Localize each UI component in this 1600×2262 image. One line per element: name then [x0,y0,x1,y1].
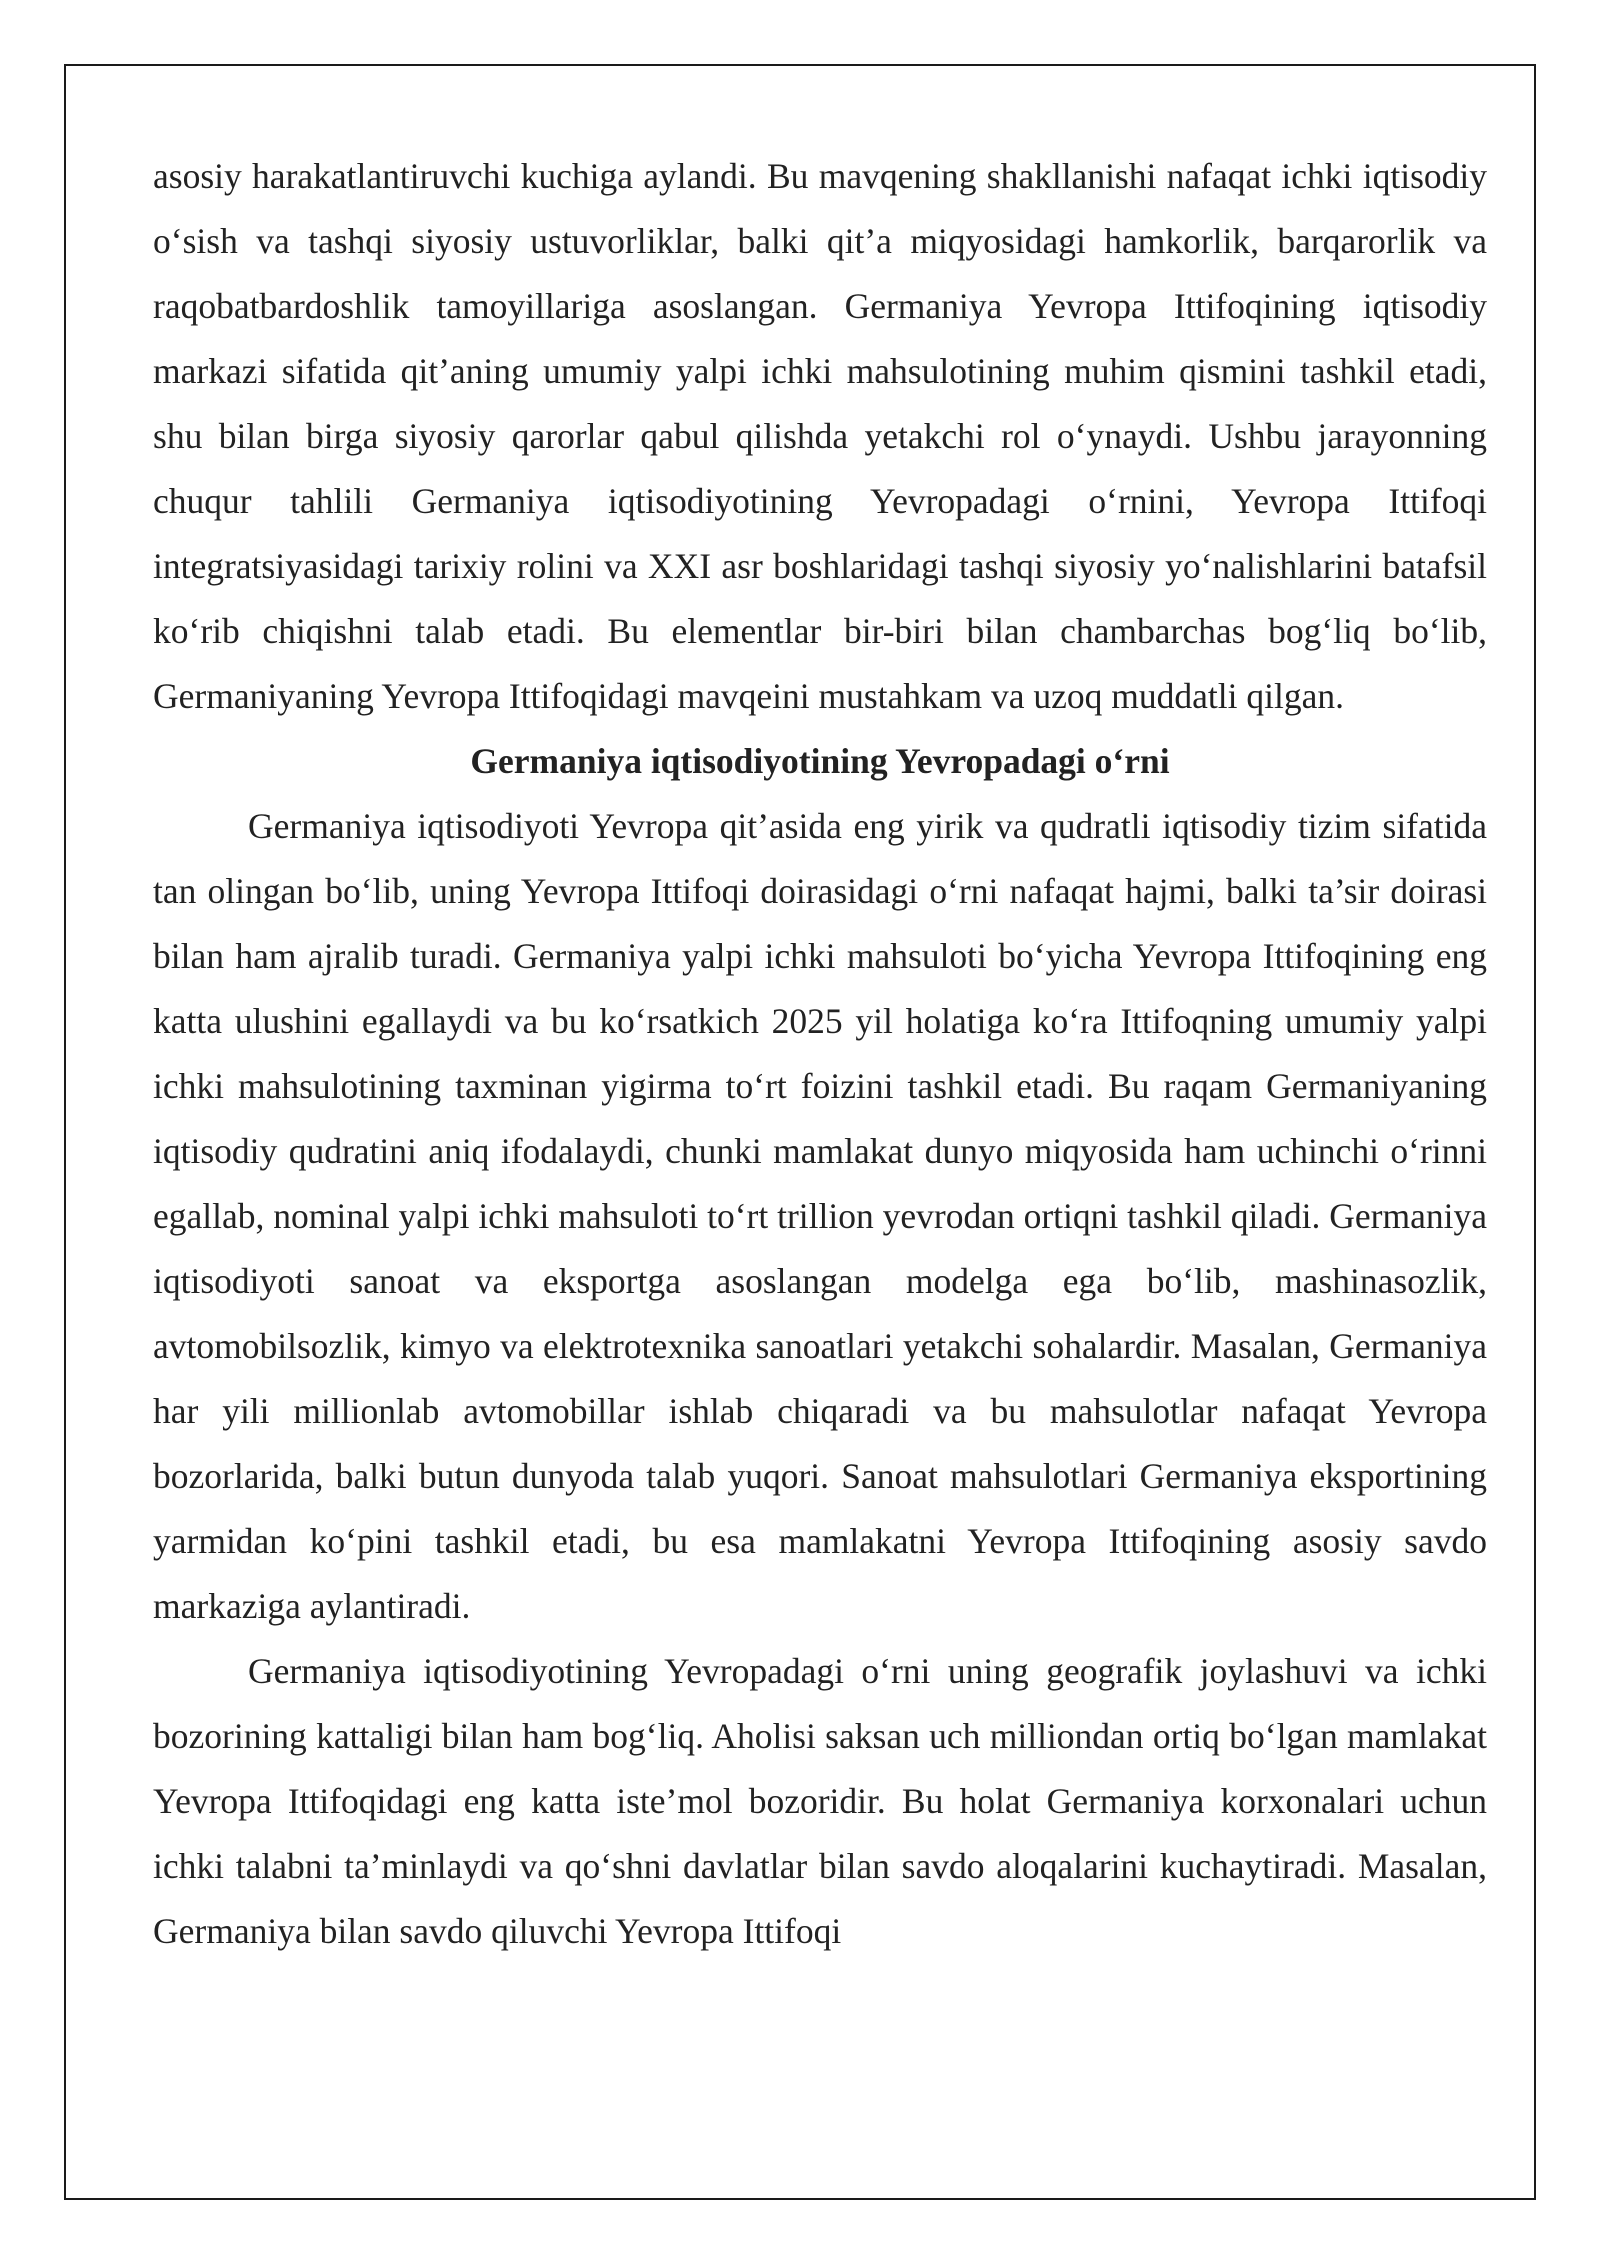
section-heading: Germaniya iqtisodiyotining Yevropadagi o‘rni [470,741,1170,781]
paragraph-economy: Germaniya iqtisodiyoti Yevropa qit’asida eng yirik va qudratli iqtisodiy tizim sifatida tan olingan bo‘lib, uning Yevropa Ittifoqi doirasidagi o‘rni nafaqat hajmi, balki ta’sir doirasi bilan ham ajralib turadi. Germaniya yalpi ichki mahsuloti bo‘yicha Yevropa Ittifoqining eng katta ulushini egallaydi va bu ko‘rsatkich 2025 yil holatiga ko‘ra Ittifoqning umumiy yalpi ichki mahsulotining taxminan yigirma to‘rt foizini tashkil etadi. Bu raqam Germaniyaning iqtisodiy qudratini aniq ifodalaydi, chunki mamlakat dunyo miqyosida ham uchinchi o‘rinni egallab, nominal yalpi ichki mahsuloti to‘rt trillion yevrodan ortiqni tashkil qiladi. Germaniya iqtisodiyoti sanoat va eksportga asoslangan modelga ega bo‘lib, mashinasozlik, avtomobilsozlik, kimyo va elektrotexnika sanoatlari yetakchi sohalardir. Masalan, Germaniya har yili millionlab avtomobillar ishlab chiqaradi va bu mahsulotlar nafaqat Yevropa bozorlarida, balki butun dunyoda talab yuqori. Sanoat mahsulotlari Germaniya eksportining yarmidan ko‘pini tashkil etadi, bu esa mamlakatni Yevropa Ittifoqining asosiy savdo markaziga aylantiradi. [153,806,1487,1626]
document-body [153,144,1487,1964]
paragraph-intro: asosiy harakatlantiruvchi kuchiga aylandi. Bu mavqening shakllanishi nafaqat ichki iqtisodiy o‘sish va tashqi siyosiy ustuvorliklar, balki qit’a miqyosidagi hamkorlik, barqarorlik va raqobatbardoshlik tamoyillariga asoslangan. Germaniya Yevropa Ittifoqining iqtisodiy markazi sifatida qit’aning umumiy yalpi ichki mahsulotining muhim qismini tashkil etadi, shu bilan birga siyosiy qarorlar qabul qilishda yetakchi rol o‘ynaydi. Ushbu jarayonning chuqur tahlili Germaniya iqtisodiyotining Yevropadagi o‘rnini, Yevropa Ittifoqi integratsiyasidagi tarixiy rolini va XXI asr boshlaridagi tashqi siyosiy yo‘nalishlarini batafsil ko‘rib chiqishni talab etadi. Bu elementlar bir-biri bilan chambarchas bog‘liq bo‘lib, Germaniyaning Yevropa Ittifoqidagi mavqeini mustahkam va uzoq muddatli qilgan. [153,156,1487,716]
paragraph-geography: Germaniya iqtisodiyotining Yevropadagi o‘rni uning geografik joylashuvi va ichki bozorining kattaligi bilan ham bog‘liq. Aholisi saksan uch milliondan ortiq bo‘lgan mamlakat Yevropa Ittifoqidagi eng katta iste’mol bozoridir. Bu holat Germaniya korxonalari uchun ichki talabni ta’minlaydi va qo‘shni davlatlar bilan savdo aloqalarini kuchaytiradi. Masalan, Germaniya bilan savdo qiluvchi Yevropa Ittifoqi [153,1651,1487,1951]
